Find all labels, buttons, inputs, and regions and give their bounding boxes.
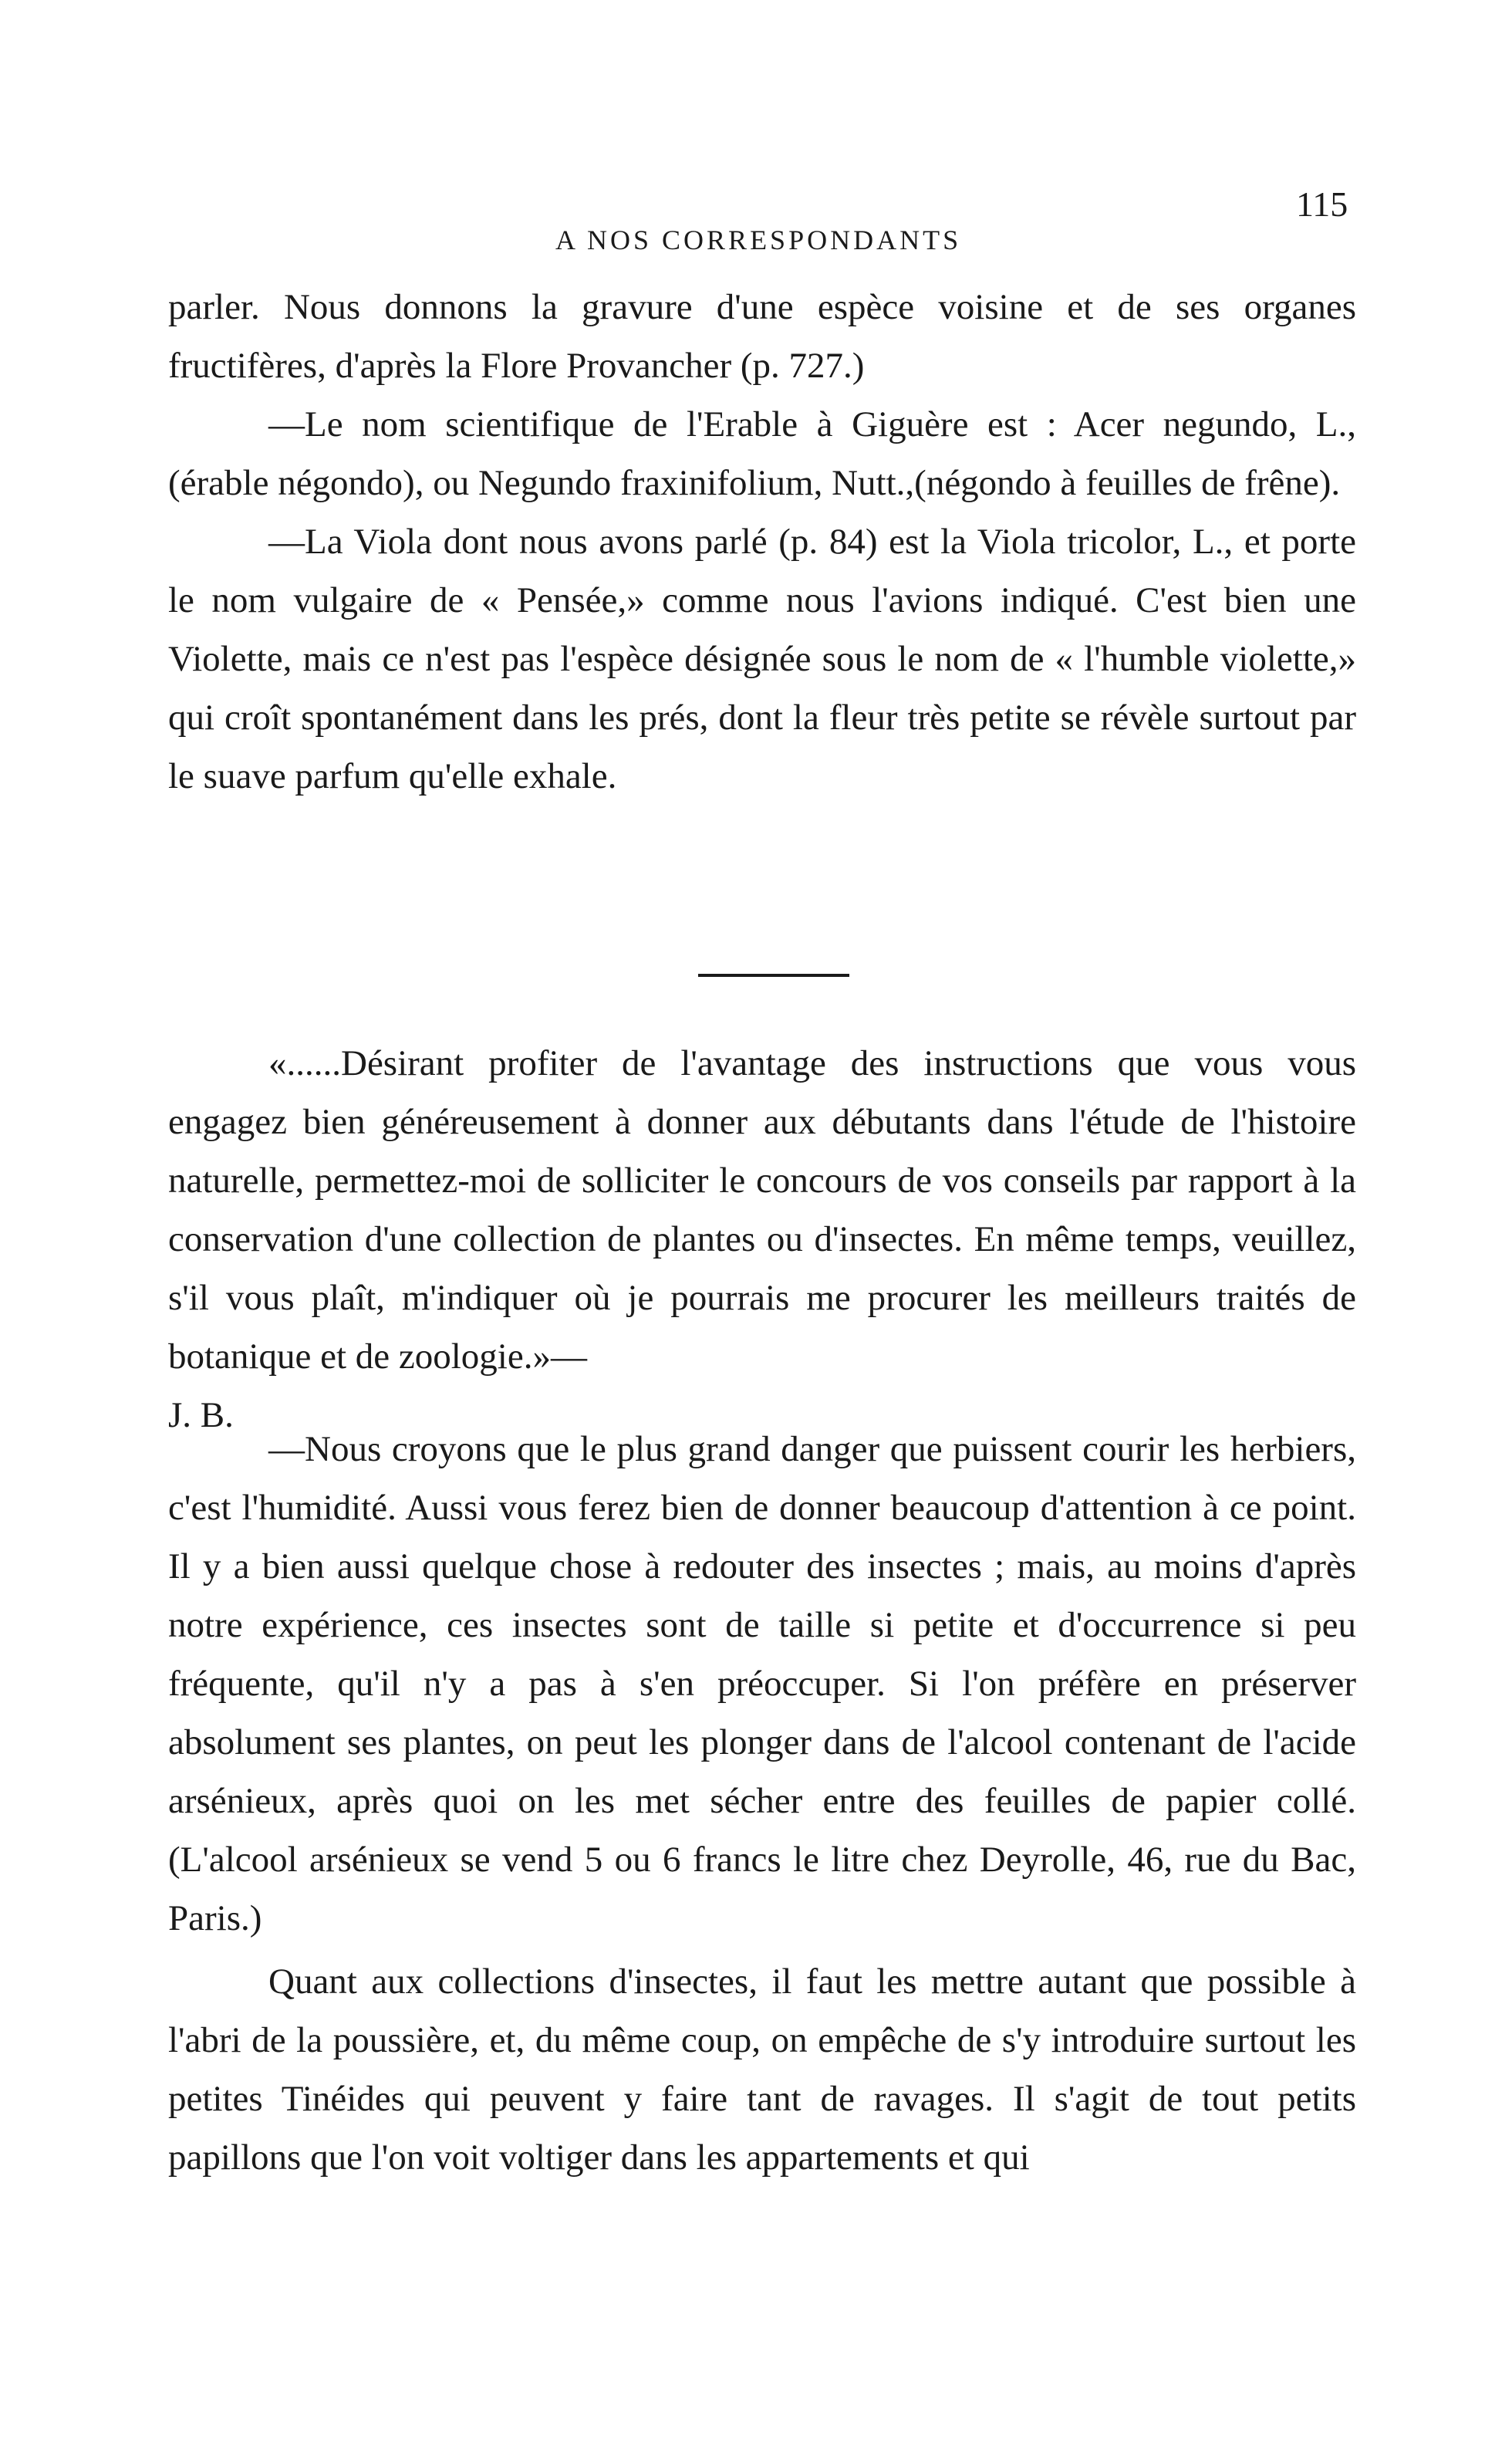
- running-head: A NOS CORRESPONDANTS: [555, 225, 962, 255]
- letter-text: «......Désirant profiter de l'avantage des instructions que vous vous engagez bien généreusement à donner aux débutants dans l'étude de l'histoire naturelle, permettez-moi de solliciter le concours de vos conseils par rapport à la conservation d'une collection de plantes ou d'insectes. En même temps, veuillez, s'il vous plaît, m'indiquer où je pourrais me procurer les meilleurs traités de botanique et de zoologie.»—: [168, 1043, 1356, 1377]
- section-divider: [698, 974, 849, 977]
- paragraph-viola: —La Viola dont nous avons parlé (p. 84) est la Viola tricolor, L., et porte le nom vulgaire de « Pensée,» comme nous l'avions indiqué. C'est bien une Violette, mais ce n'est pas l'espèce désignée sous le nom de « l'humble violette,» qui croît spontanément dans les prés, dont la fleur très petite se révèle surtout par le suave parfum qu'elle exhale.: [168, 522, 1356, 796]
- paragraph-humidite: —Nous croyons que le plus grand danger que puissent courir les herbiers, c'est l'humidité. Aussi vous ferez bien de donner beaucoup d'attention à ce point. Il y a bien aussi quelque chose à redouter des insectes ; mais, au moins d'après notre expérience, ces insectes sont de taille si petite et d'occurrence si peu fréquente, qu'il n'y a pas à s'en préoccuper. Si l'on préfère en préserver absolument ses plantes, on peut les plonger dans de l'alcool contenant de l'acide arsénieux, après quoi on les met sécher entre des feuilles de papier collé. (L'alcool arsénieux se vend 5 ou 6 francs le litre chez Deyrolle, 46, rue du Bac, Paris.): [168, 1429, 1356, 1938]
- reader-letter: [168, 1034, 1356, 1445]
- page-number: 115: [1296, 184, 1348, 224]
- letter-signature: J. B.: [168, 1395, 234, 1435]
- section-answers: [168, 278, 1356, 806]
- paragraph-insectes: Quant aux collections d'insectes, il faut les mettre autant que possible à l'abri de la poussière, et, du même coup, on empêche de s'y introduire surtout les petites Tinéides qui peuvent y faire tant de ravages. Il s'agit de tout petits papillons que l'on voit voltiger dans les appartements et qui: [168, 1961, 1356, 2178]
- section-herbiers: [168, 1420, 1356, 2187]
- paragraph-erable: —Le nom scientifique de l'Erable à Giguère est : Acer negundo, L., (érable négondo), ou Negundo fraxinifolium, Nutt.,(négondo à feuilles de frêne).: [168, 404, 1356, 503]
- paragraph-gravure: parler. Nous donnons la gravure d'une espèce voisine et de ses organes fructifères, d'après la Flore Provancher (p. 727.): [168, 287, 1356, 386]
